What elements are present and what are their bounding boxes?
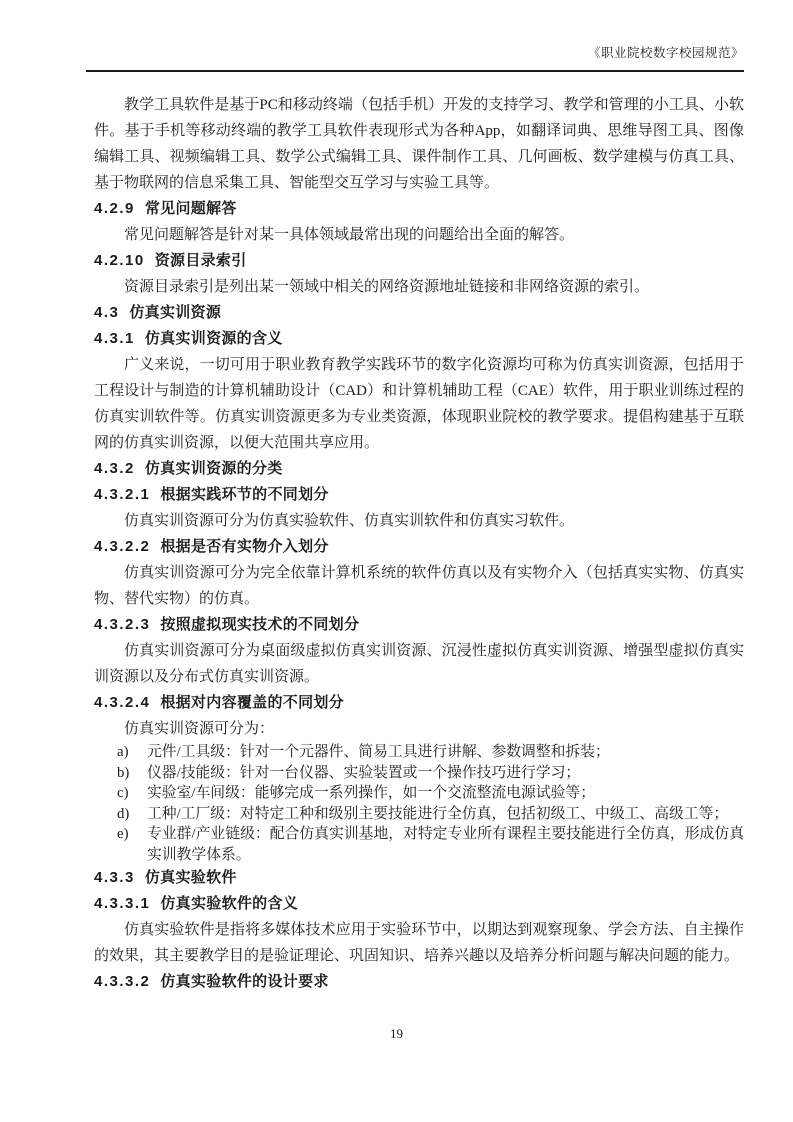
- heading-number: 4.3: [94, 304, 120, 321]
- list-item-text: 工种/工厂级：对特定工种和级别主要技能进行全仿真，包括初级工、中级工、高级工等；: [147, 805, 729, 822]
- list-item-instrument-level: [117, 763, 744, 784]
- paragraph-catalog: 资源目录索引是列出某一领域中相关的网络资源地址链接和非网络资源的索引。: [124, 279, 650, 295]
- list-item-text: 元件/工具级：针对一个元器件、简易工具进行讲解、参数调整和拆装；: [147, 744, 610, 760]
- heading-4-2-10-catalog: [94, 248, 744, 274]
- heading-4-3-3-1-exp-meaning: [94, 891, 744, 917]
- heading-title: 根据对内容覆盖的不同划分: [160, 694, 344, 711]
- heading-title: 根据是否有实物介入划分: [160, 538, 329, 555]
- list-item-text: 专业群/产业链级：配合仿真实训基地，对特定专业所有课程主要技能进行全仿真，形成仿真实训教学体系。: [147, 826, 744, 863]
- list-item-text: 实验室/车间级：能够完成一系列操作，如一个交流整流电源试验等；: [147, 785, 596, 801]
- page-header: [86, 46, 744, 72]
- heading-number: 4.3.2.3: [94, 616, 151, 633]
- paragraph-sim-meaning: 广义来说，一切可用于职业教育教学实践环节的数字化资源均可称为仿真实训资源，包括用于工程设计与制造的计算机辅助设计（CAD）和计算机辅助工程（CAE）软件，用于职业训练过程的仿真实训软件等。仿真实训资源更多为专业类资源，体现职业院校的教学要求。提倡构建基于互联网的仿真实训资源，以便大范围共享应用。: [94, 357, 744, 451]
- list-item-component-level: [117, 742, 744, 763]
- list-item-marker: e): [117, 826, 129, 842]
- heading-4-3-2-classification: [94, 456, 744, 482]
- heading-title: 仿真实验软件的含义: [160, 895, 299, 912]
- list-item-lab-level: [117, 783, 744, 804]
- list-item-marker: d): [117, 805, 130, 822]
- list-item-marker: a): [117, 744, 129, 760]
- paragraph-teaching-tools: 教学工具软件是基于PC和移动终端（包括手机）开发的支持学习、教学和管理的小工具、小软件。基于手机等移动终端的教学工具软件表现形式为各种App，如翻译词典、思维导图工具、图像编辑工具、视频编辑工具、数学公式编辑工具、课件制作工具、几何画板、数学建模与仿真工具、基于物联网的信息采集工具、智能型交互学习与实验工具等。: [94, 97, 744, 191]
- heading-number: 4.3.3.1: [94, 895, 151, 912]
- heading-number: 4.3.2: [94, 460, 135, 477]
- coverage-level-list: [94, 742, 744, 865]
- page-footer: [0, 1026, 793, 1042]
- heading-title: 仿真实训资源的分类: [144, 460, 283, 477]
- heading-number: 4.3.3: [94, 869, 135, 886]
- heading-number: 4.3.2.4: [94, 694, 151, 711]
- paragraph-coverage-intro: 仿真实训资源可分为：: [124, 721, 275, 737]
- heading-4-3-2-1-by-practice: [94, 482, 744, 508]
- paragraph-by-practice: 仿真实训资源可分为仿真实验软件、仿真实训软件和仿真实习软件。: [124, 513, 575, 529]
- heading-4-3-2-2-by-physical: [94, 534, 744, 560]
- heading-4-3-2-3-by-vr: [94, 612, 744, 638]
- heading-title: 仿真实训资源的含义: [144, 330, 283, 347]
- document-body: [94, 72, 744, 995]
- paragraph-exp-meaning: 仿真实验软件是指将多媒体技术应用于实验环节中，以期达到观察现象、学会方法、自主操作的效果，其主要教学目的是验证理论、巩固知识、培养兴趣以及培养分析问题与解决问题的能力。: [94, 922, 744, 964]
- list-item-marker: c): [117, 785, 129, 801]
- heading-title: 根据实践环节的不同划分: [160, 486, 329, 503]
- list-item-trade-level: [117, 804, 744, 825]
- paragraph-by-vr: 仿真实训资源可分为桌面级虚拟仿真实训资源、沉浸性虚拟仿真实训资源、增强型虚拟仿真实训资源以及分布式仿真实训资源。: [94, 643, 744, 685]
- heading-number: 4.2.10: [94, 252, 145, 269]
- heading-number: 4.3.2.1: [94, 486, 151, 503]
- heading-4-3-2-4-by-coverage: [94, 690, 744, 716]
- list-item-major-chain-level: [117, 824, 744, 865]
- heading-4-3-3-2-exp-design: [94, 969, 744, 995]
- heading-title: 仿真实验软件: [144, 869, 237, 886]
- heading-4-3-1-sim-meaning: [94, 326, 744, 352]
- heading-title: 仿真实验软件的设计要求: [160, 973, 329, 990]
- paragraph-faq: 常见问题解答是针对某一具体领域最常出现的问题给出全面的解答。: [124, 227, 575, 243]
- heading-number: 4.3.1: [94, 330, 135, 347]
- list-item-marker: b): [117, 764, 130, 781]
- heading-title: 仿真实训资源: [129, 304, 222, 321]
- heading-4-3-3-sim-experiment: [94, 865, 744, 891]
- heading-number: 4.3.3.2: [94, 973, 151, 990]
- heading-4-2-9-faq: [94, 196, 744, 222]
- page-number: 19: [390, 1026, 403, 1041]
- heading-number: 4.3.2.2: [94, 538, 151, 555]
- paragraph-by-physical: 仿真实训资源可分为完全依靠计算机系统的软件仿真以及有实物介入（包括真实实物、仿真实物、替代实物）的仿真。: [94, 565, 744, 607]
- heading-title: 按照虚拟现实技术的不同划分: [160, 616, 360, 633]
- header-title: 《职业院校数字校园规范》: [587, 46, 744, 60]
- heading-number: 4.2.9: [94, 200, 135, 217]
- heading-4-3-sim-resources: [94, 300, 744, 326]
- list-item-text: 仪器/技能级：针对一台仪器、实验装置或一个操作技巧进行学习；: [147, 764, 581, 781]
- heading-title: 常见问题解答: [144, 200, 237, 217]
- heading-title: 资源目录索引: [154, 252, 247, 269]
